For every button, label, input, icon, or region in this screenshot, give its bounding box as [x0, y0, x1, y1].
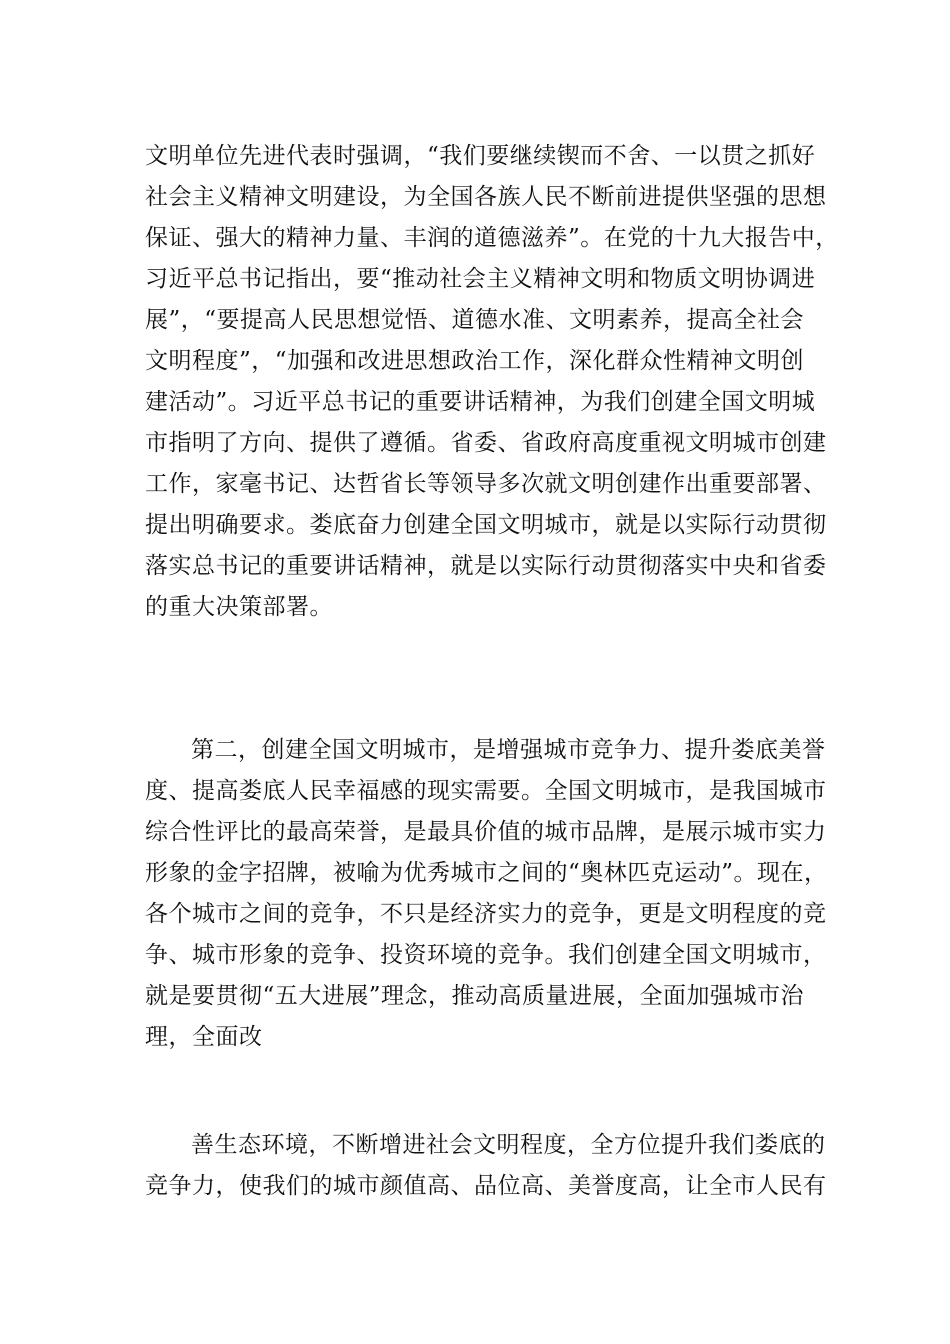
text-line: 文明单位先进代表时强调，“我们要继续锲而不舍、一以贯之抓好 — [145, 143, 816, 169]
text-line: 社会主义精神文明建设，为全国各族人民不断前进提供坚强的思想 — [145, 184, 827, 210]
text-line: 第二，创建全国文明城市，是增强城市竞争力、提升娄底美誉 — [191, 737, 826, 763]
paragraph-3 — [145, 1125, 825, 1207]
text-line: 各个城市之间的竞争，不只是经济实力的竞争，更是文明程度的竞 — [145, 901, 827, 927]
text-line: 建活动”。习近平总书记的重要讲话精神，为我们创建全国文明城 — [145, 389, 816, 415]
text-line: 理，全面改 — [145, 1024, 263, 1050]
text-line: 竞争力，使我们的城市颜值高、品位高、美誉度高，让全市人民有 — [145, 1173, 827, 1199]
text-line: 落实总书记的重要讲话精神，就是以实际行动贯彻落实中央和省委 — [145, 553, 827, 579]
text-line: 保证、强大的精神力量、丰润的道德滋养”。在党的十九大报告中， — [145, 225, 839, 251]
text-line: 度、提高娄底人民幸福感的现实需要。全国文明城市，是我国城市 — [145, 778, 827, 804]
text-line: 就是要贯彻“五大进展”理念，推动高质量进展，全面加强城市治 — [145, 983, 805, 1009]
paragraph-1 — [145, 136, 839, 628]
text-line: 提出明确要求。娄底奋力创建全国文明城市，就是以实际行动贯彻 — [145, 512, 827, 538]
text-line: 争、城市形象的竞争、投资环境的竞争。我们创建全国文明城市， — [145, 942, 827, 968]
text-line: 展”，“要提高人民思想觉悟、道德水准、文明素养，提高全社会 — [145, 307, 805, 333]
text-line: 工作，家毫书记、达哲省长等领导多次就文明创建作出重要部署、 — [145, 471, 827, 497]
text-line: 综合性评比的最高荣誉，是最具价值的城市品牌，是展示城市实力 — [145, 819, 827, 845]
paragraph-2 — [145, 730, 828, 1058]
text-line: 善生态环境，不断增进社会文明程度，全方位提升我们娄底的 — [191, 1132, 826, 1158]
text-line: 市指明了方向、提供了遵循。省委、省政府高度重视文明城市创建 — [145, 430, 827, 456]
text-line: 的重大决策部署。 — [145, 594, 333, 620]
text-line: 习近平总书记指出，要“推动社会主义精神文明和物质文明协调进 — [145, 266, 816, 292]
text-line: 文明程度”，“加强和改进思想政治工作，深化群众性精神文明创 — [145, 348, 805, 374]
text-line: 形象的金字招牌，被喻为优秀城市之间的“奥林匹克运动”。现在， — [145, 860, 828, 886]
